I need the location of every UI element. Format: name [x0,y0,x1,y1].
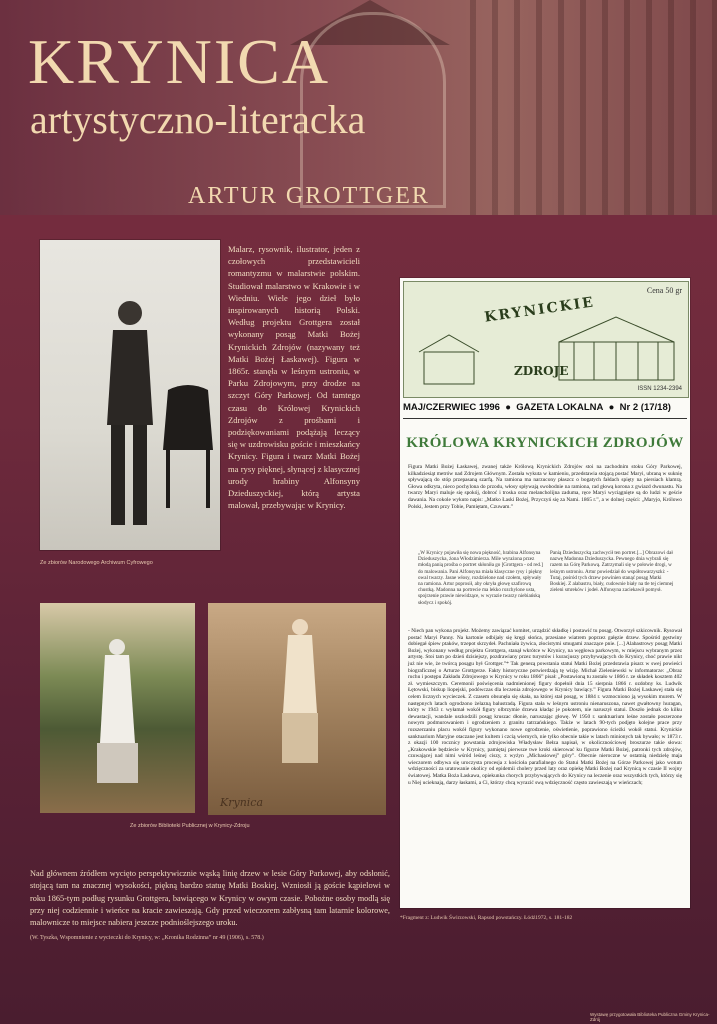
divider [403,418,687,419]
gazette-label: GAZETA LOKALNA [516,402,604,413]
article-quote-left: „W Krynicy pojawiła się nowa piękność, hrabina Alfonsyna Dzieduszycka, żona Włodzimierza. Mile wyrażona przez młodą panią prośba o portret skłoniła go [Grottgera - od red.] do malowania. Pani Alfonsyna miała klasyczne rysy i piękny owal twarzy. Jasne włosy, rozdzielone nad czołem, spływały na ramiona. Artur poprosił, aby okryła głowę szafirową chustką. Madonna na portrecie ma lekko rozchylone usta, spojrzenie prawie niewidzące, w wyrazie twarzy niebiańską słodycz i spokój. [418,550,543,606]
article-footnote: *Fragment z: Ludwik Świrzowski, Rapsod powstańczy. Łódź1972, s. 181-182 [400,915,573,921]
bullet-icon: ● [502,402,514,413]
artist-biography: Malarz, rysownik, ilustrator, jeden z czołowych przedstawicieli romantyzmu w malarstwie polskim. Studiował malarstwo w Krakowie i w Wiedniu. Wiele jego dzieł było inspirowanych historią Polski. Według projektu Grottgera został wykonany posąg Matki Bożej Krynickich Zdrojów (nazywany też Matki Bożej Łaskawej). Figura w 1865r. stanęła w leśnym ustroniu, w Parku Zdrojowym, przy drodze na szczyt Góry Parkowej. Od tamtego czasu do Królowej Krynickich Zdrojów z prośbami i podziękowaniami podążają leczący się w uzdrowisku goście i mieszkańcy Krynicy. Figura i twarz Matki Bożej ma rysy pięknej, słynącej z klasycznej urody hrabiny Alfonsyny Dzieduszyckiej, którą artysta malował, przebywając w Krynicy. [228,244,360,511]
masthead-subtitle: ZDROJE [514,364,569,378]
header-trees [470,0,717,215]
chair-shape [158,380,218,510]
newspaper-masthead [403,281,689,398]
statue-sepia-postcard [208,603,386,815]
statue-figure-sepia [280,613,320,763]
artist-name: ARTUR GROTTGER [188,183,430,209]
issue-date: MAJ/CZERWIEC 1996 [403,402,500,413]
portrait-figure [95,285,165,535]
grottger-portrait-photo [40,240,220,550]
exhibition-credit: Wystawę przygotowała Biblioteka Publiczna Gminy Krynica-Zdrój [590,1012,710,1022]
images-caption: Ze zbiorów Biblioteki Publicznej w Krynicy-Zdroju [130,823,250,829]
bullet-icon: ● [606,402,618,413]
page-subtitle: artystyczno-literacka [30,97,366,142]
page-title: KRYNICA [28,26,331,97]
statue-avenue-photo [40,603,195,813]
masthead-building-icon [554,312,679,382]
quote-source: (W. Tyszka, Wspomnienie z wycieczki do Krynicy, w: „Kronika Rodzinna” nr 49 (1906), s. 578.) [30,935,264,941]
newspaper-issn: ISSN 1234-2394 [637,386,682,392]
newspaper-price: Cena 50 gr [646,286,682,295]
statue-figure [95,633,140,783]
photo-caption: Ze zbiorów Narodowego Archiwum Cyfrowego [40,560,153,566]
issue-line [403,402,687,413]
postcard-label: Krynica [220,796,264,809]
article-headline: KRÓLOWA KRYNICKICH ZDROJÓW [406,435,684,451]
newspaper-clipping [400,278,690,908]
article-quote-right: Panią Dzieduszycką zachwycił ten portret.[...] Obrazowi dał nazwę Madonna Dzieduszycka. Pewnego dnia wybrali się razem na Górę Parkową. Zatrzymali się w połowie drogi, w leśnym ustroniu. Artur powiedział do współtowarzyszki: - Tutaj, pośród tych drzew powinien stanąć posąg Matki Boskiej. Z alabastru, biały, cudownie biały na tle tej ciemnej zieleni smreków i jodeł. Alfonsyna zaciekawił pomysł. [550,550,674,594]
historical-quote: Nad głównem źródłem wycięto perspektywicznie wąską linię drzew w lesie Góry Parkowej, aby odsłonić, stojącą tam na znacznej wysokości, piękną bardzo statuę Matki Boskiej. Wzniosłi ją goście kąpielowi w roku 1865-tym podług rysunku Grottgera, bawiącego w Krynicy w owym czasie. Pobożne osoby modlą się przy niej codziennie i wieńce na kracie zawieszają. Gdy przed wieczorem zabłysną tam latarnie kolorowe, malownicze to miejsce nabiera jeszcze podnioślejszego uroku. [30,869,390,928]
masthead-title: KRYNICKIE [483,294,596,326]
article-body: - Niech pan wykona projekt. Możemy zawiązać komitet, urządzić składkę i postawić tu posąg. Otworzył szkicownik. Rysował postać Maryi Panny. Na kartonie odbijały się kręgi słońca, przesiane wiatrem poprzez gałęzie drzew. Spośród gęstwiny dobiegał śpiew ptaków, trzepot skrzydeł. Pachniała żywica, złocistymi smugami znaczące pnie. [...] Alabastrowy posąg Matki Bożej, wykonany według projektu Grottgera, stanął wkrótce w Krynicy, na węgłowa parkowym, w miejscu wybranym przez artystę. Stoi tam po dzień dzisiejszy, pozdrawiany przez turystów i kuracjuszy przybywających do Krynicy, choć prawie nikt już nie wie, że twórcą posągu był Grottger.”* Tak genezą powstania statui Matki Bożej przedstawia pisarz w swej powieści biograficznej o Arturze Grottgerze. Fakty historyczne potwierdzają tę wizję. Michał Zieleniewski w informatorze: „Obraz ruchu i postępu Zakładu Zdrojowego w Krynicy w roku 1866” pisał: „Postawioną tu zostało w 1866 r. ze składek kosztem 402 zł. wymieszczym. Ceremonii poświęcenia nadmienionej figury dopełnił dnia 15 sierpnia 1866 r. ozdobny ks. Ludwik Łętowski, biskup liopejski, podówczas dla leczenia zdrojowego w Krynicy bawiący.” Figura Matki Bożej Łaskawej stała się celem licznych wycieczek. Z czasem obsunęła się skała, na której stał posąg, w 1884 r. wzmocniono ją wysokim murem. W następnych latach ogrodzono żelazną balustradą. Figura stała w leśnym ustroniu nienaruszona, nawet gwałtowny huragan, który w 1943 r. wyłamał wokół figury olbrzymie drzewa kładąc je pokotem, nie naruszył statui. Doszło jednak do kilku dewastacji, wandale uszkodzili posąg kruszac dłonie, naruszając głowę. W 1950 r. sanktuarium leśne zostało poszerzone nowym podmurowaniem i ogrodzeniem z granitu tatrzańskiego. Także w latach 90-tych podjęto kolejne prace przy rozszerzaniu placu wokół figury wykonano nowe ogrodzenie, oświetlenie, poprawiono ścieżki wokół statui. Krynickie sanktuarium Maryjne otaczane jest kultem i czcią wiernych, nie tylko obecnie takie w latach minionych tak bywało; w 1873 r. z okazji 100 rocznicy powstania zdrojowiska Władysław Bełza napisał, w okolicznościowej broszurze takie słowa: „Krakowskie będziecie w Krynicy, pamiętaj pierwsze twe kroki skierować ku figurze Matki Bożej, patronki tych zdrojów, czuwającej nad nimi wśród leśnej ciszy, z wyżyn „Michasiowej” góry”. Obecnie nieroczne w ostatnią niedzielę maja wieczorem odbywa się uroczysta procesja z kościoła parafialnego do Statui Matki Bożej na Górze Parkowej jako wotum wdzięczności za uratowanie okolicy od epidemii cholery przed laty oraz opiekę Matki Bożej nad Krynicą w czasie II wojny światowej. Matka Boża Łaskawa, opiekunka chorych przybywających do Krynicy na leczenie oraz wszystkich tych, którzy się u Niej ucieknają, darzy łaskami, a Ci, którzy chcą wyrazić swą wdzięczność często zawieszają w wieńczach; [408,628,682,786]
issue-number: Nr 2 (17/18) [619,402,671,413]
masthead-pavilion-icon [414,332,484,387]
article-lead: Figura Matki Bożej Łaskawej, zwanej także Królową Krynickich Zdrojów stoi na zachodnim stoku Góry Parkowej, kilkadziesiąt metrów nad Zdrojem Głównym. Została wykuta w kamieniu, przedstawia stojącą postać Maryi, ubraną w suknię spływającą do stóp przepasaną szarfą. Na ramiona ma narzucony płaszcz o bogatych fałdach spięty na piersiach klamrą. Głowa odkryta, nieco pochylona do przodu, włosy spływają swobodnie na ramiona, rad głową korona z gwiazd dwunastu. Na twarzy Maryi maluje się spokój, dobroć i troska oraz melancholijna zaduma, ręce Maryi wyciągnięte są do ludzi w geście dawania. Na cokole wykuto napis: „Matko Łaski Bożej, Przyczyń się za Nami. 1865 r.”, a w dolnej części: „Maryjo, Królowo Polski, Jestem przy Tobie, Pamiętam, Czuwam.” [408,464,682,510]
